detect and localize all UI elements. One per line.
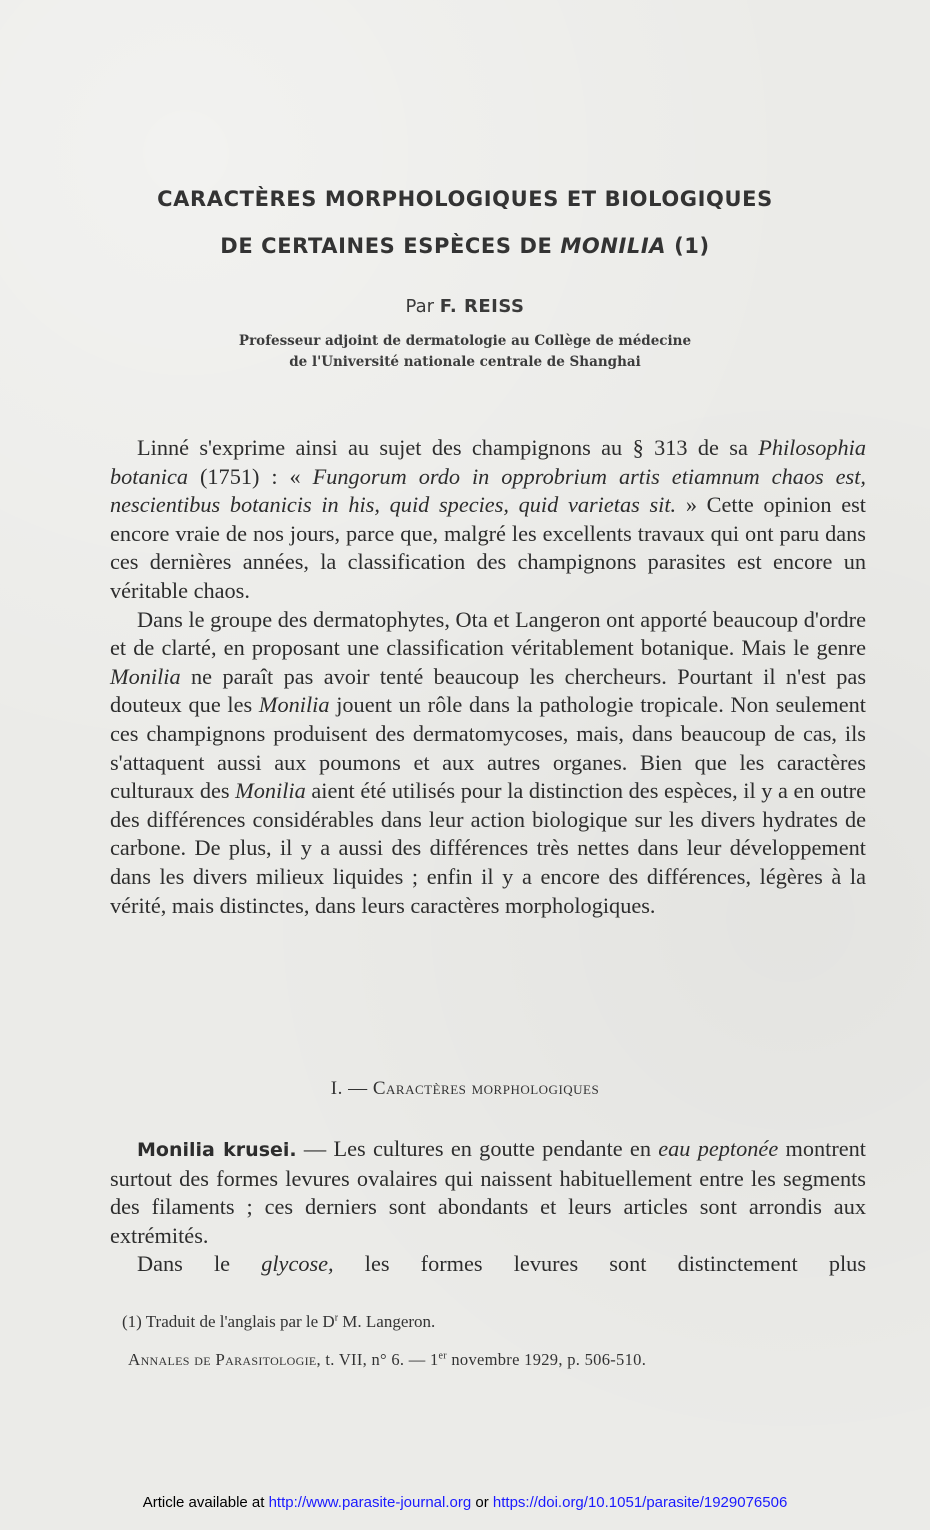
genus-name: Monilia — [110, 663, 181, 689]
genus-name: Monilia — [235, 778, 306, 804]
paragraph-1 — [110, 434, 866, 606]
footnote-text: (1) Traduit de l'anglais par le D — [122, 1312, 335, 1331]
text-run: Dans le groupe des dermatophytes, Ota et Langeron ont apporté beaucoup d'ordre et de clarté, en proposant une classification véritablement botanique. Mais le genre — [110, 606, 866, 661]
text-run: jouent un rôle dans la pathologie tropicale. Non seulement ces champignons produisent des dermatomycoses, mais, dans beaucoup de cas, ils s'attaquent aussi aux poumons et aux autres organes. Bien que les caractères culturaux des — [110, 692, 866, 804]
article-title-line1: CARACTÈRES MORPHOLOGIQUES ET BIOLOGIQUES — [157, 187, 773, 211]
body-text-section-1 — [110, 1135, 866, 1279]
body-text-intro — [110, 434, 866, 920]
footnote-text-end: M. Langeron. — [338, 1312, 436, 1331]
text-run: les formes levures sont distinctement plus — [333, 1251, 866, 1277]
article-title-line2 — [0, 234, 930, 258]
section-number: I. — — [330, 1078, 373, 1099]
title-text: DE CERTAINES ESPÈCES DE — [220, 234, 561, 258]
journal-link[interactable]: http://www.parasite-journal.org — [268, 1494, 472, 1511]
footnote — [122, 1312, 435, 1332]
species-runin-heading: Monilia krusei. — [137, 1139, 297, 1161]
text-run: Dans le — [137, 1251, 262, 1277]
journal-citation — [128, 1350, 646, 1370]
text-run: (1751) : « — [188, 463, 313, 489]
title-footnote-ref: (1) — [666, 234, 710, 258]
author-affiliation-line1: Professeur adjoint de dermatologie au Collège de médecine — [238, 333, 692, 349]
text-run: aient été utilisés pour la distinction des espèces, il y a en outre des différences considérables dans leur action biologique sur les divers hydrates de carbone. De plus, il y a aussi des différences très nettes dans leur développement dans les divers milieux liquides ; enfin il y a encore des différences, légères à la vérité, mais distinctes, dans leurs caractères morphologiques. — [110, 778, 866, 918]
footnote-sup: r — [334, 1312, 339, 1324]
text-run: montrent surtout des formes levures ovalaires qui naissent habituellement entre les segments des filaments ; ces derniers sont abondants et leurs articles sont arrondis aux extrémités. — [110, 1136, 866, 1248]
text-run: ne paraît pas avoir tenté beaucoup les chercheurs. Pourtant il n'est pas douteux que les — [110, 663, 866, 718]
journal-sup: er — [438, 1350, 447, 1362]
journal-name: Annales de Parasitologie — [128, 1350, 317, 1369]
author-name: F. REISS — [439, 296, 525, 317]
book-title: Philosophia botanica — [110, 435, 866, 489]
journal-details-end: novembre 1929, p. 506-510. — [446, 1350, 647, 1369]
medium-name: eau peptonée — [658, 1136, 779, 1161]
paragraph-2 — [110, 606, 866, 921]
latin-quote: Fungorum ordo in opprobrium artis etiamnum chaos est, nescientibus botanicis in his, quid species, quid varietas sit. — [110, 463, 866, 518]
text-run: Linné s'exprime ainsi au sujet des champignons au § 313 de sa — [137, 435, 759, 460]
paragraph-4 — [110, 1250, 866, 1279]
section-heading — [0, 1078, 930, 1100]
byline-prefix: Par — [405, 296, 440, 317]
footer-middle: or — [471, 1494, 493, 1511]
author-affiliation-line2: de l'Université nationale centrale de Shanghai — [289, 354, 641, 370]
paragraph-3 — [110, 1135, 866, 1250]
section-title: Caractères morphologiques — [372, 1078, 600, 1099]
medium-name: glycose, — [261, 1251, 334, 1277]
text-run: » Cette opinion est encore vraie de nos jours, parce que, malgré les excellents travaux qui ont paru dans ces dernières années, la classification des champignons parasites est encore un véritable chaos. — [110, 492, 866, 603]
doi-link[interactable]: https://doi.org/10.1051/parasite/1929076506 — [492, 1494, 788, 1511]
text-run: — Les cultures en goutte pendante en — [296, 1136, 659, 1161]
journal-details: , t. VII, n° 6. — 1 — [316, 1350, 439, 1369]
genus-name: Monilia — [258, 692, 330, 718]
availability-footer — [0, 1494, 930, 1511]
title-genus: MONILIA — [560, 234, 667, 258]
footer-prefix: Article available at — [142, 1494, 269, 1511]
author-byline — [0, 296, 930, 317]
